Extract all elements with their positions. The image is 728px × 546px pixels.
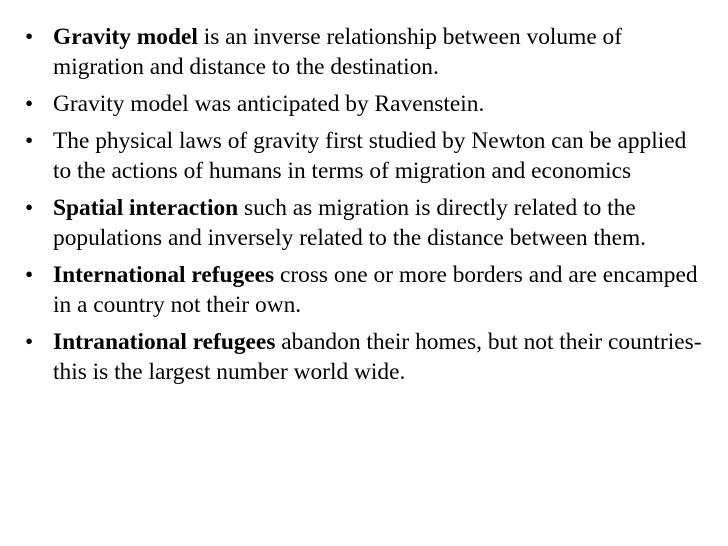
bullet-ravenstein <box>0 89 728 119</box>
bullet-spatial-interaction <box>0 193 728 253</box>
bullet-icon: • <box>25 128 34 154</box>
bullet-international-refugees <box>0 260 728 320</box>
bullet-term: Spatial interaction <box>53 195 239 221</box>
bullet-text: such as migration is directly related to the populations and inversely related to the distance between them. <box>53 195 647 251</box>
bullet-text: Gravity model was anticipated by Ravenstein. <box>53 91 485 117</box>
bullet-term: Intranational refugees <box>53 329 276 355</box>
bullet-intranational-refugees <box>0 327 728 387</box>
bullet-list <box>0 22 728 394</box>
bullet-term: Gravity model <box>53 24 198 50</box>
bullet-icon: • <box>25 329 34 355</box>
bullet-gravity-model <box>0 22 728 82</box>
bullet-icon: • <box>25 195 34 221</box>
bullet-text: cross one or more borders and are encamped in a country not their own. <box>53 262 698 318</box>
bullet-icon: • <box>25 262 34 288</box>
bullet-newton <box>0 126 728 186</box>
bullet-icon: • <box>25 91 34 117</box>
bullet-text: is an inverse relationship between volume of migration and distance to the destination. <box>53 24 623 80</box>
bullet-text: abandon their homes, but not their countries-this is the largest number world wide. <box>53 329 702 385</box>
bullet-icon: • <box>25 24 34 50</box>
bullet-text: The physical laws of gravity first studied by Newton can be applied to the actions of humans in terms of migration and economics <box>53 128 687 184</box>
bullet-term: International refugees <box>53 262 275 288</box>
